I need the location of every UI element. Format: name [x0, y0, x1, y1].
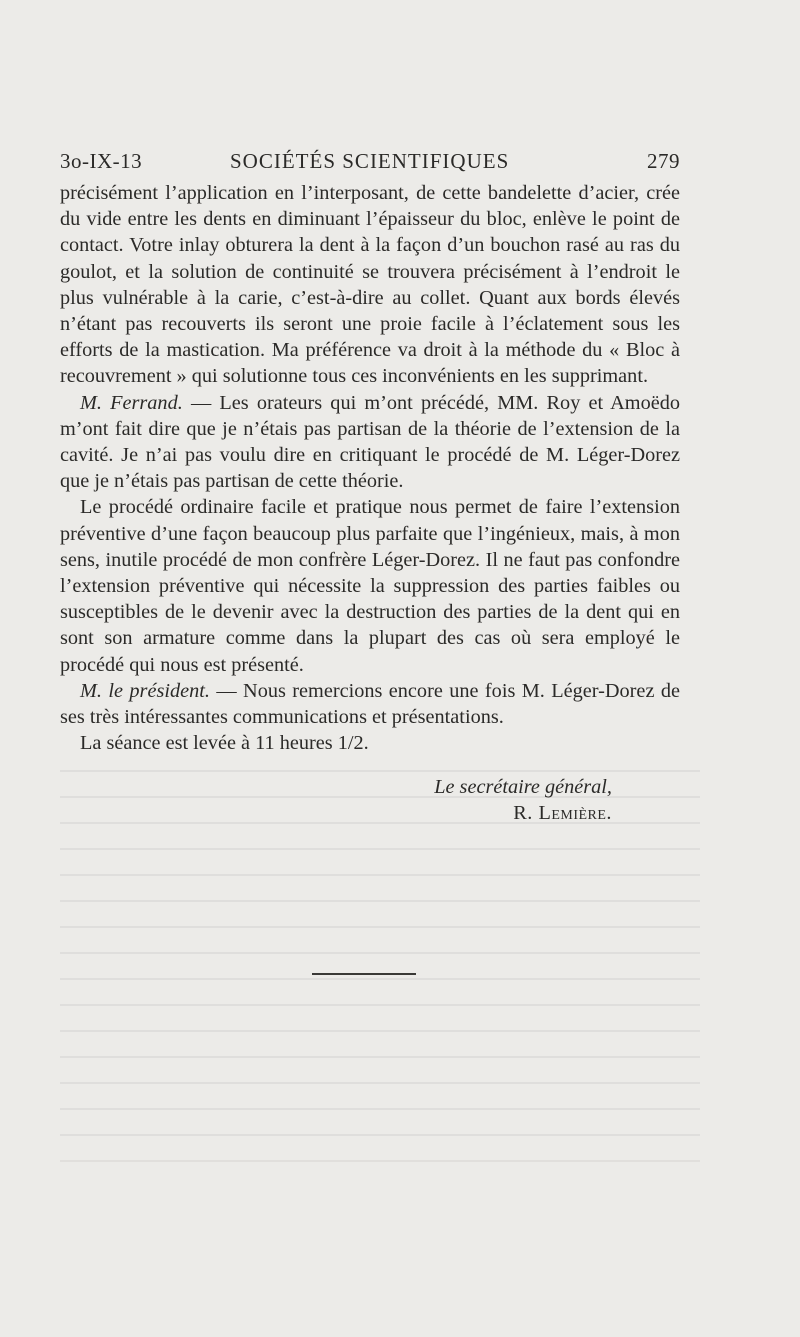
- signature-block: [60, 774, 612, 826]
- speaker-president: M. le président.: [80, 679, 210, 702]
- paragraph-1: précisément l’application en l’interposant, de cette bandelette d’acier, crée du vide entre les dents en diminuant l’épaisseur du bloc, enlève le point de contact. Votre inlay obturera la dent à la façon d’un bouchon rasé au ras du goulot, et la solution de continuité se trouvera précisément à l’endroit le plus vulnérable à la carie, c’est-à-dire au collet. Quant aux bords élevés n’étant pas recouverts ils seront une proie facile à l’éclatement sous les efforts de la mastication. Ma préférence va droit à la méthode du « Bloc à recouvrement » qui solutionne tous ces inconvénients en les supprimant.: [60, 182, 680, 388]
- body-text: [60, 180, 680, 756]
- page-number: 279: [647, 149, 680, 173]
- header-section-title: SOCIÉTÉS SCIENTIFIQUES: [230, 149, 510, 173]
- paragraph-2: [60, 390, 680, 495]
- signature-surname: Lemière.: [538, 802, 612, 825]
- paragraph-2-text: — Les orateurs qui m’ont précédé, MM. Roy et Amoëdo m’ont fait dire que je n’étais pas partisan de la théorie de l’extension de la cavité. Je n’ai pas voulu dire en critiquant le procédé de M. Léger-Dorez que je n’étais pas partisan de cette théorie.: [60, 391, 681, 493]
- paragraph-4: [60, 678, 680, 730]
- signature-initial: R.: [513, 802, 533, 825]
- section-divider: [312, 973, 416, 975]
- running-header: [60, 146, 680, 176]
- signature-name: [60, 800, 612, 826]
- signature-title: Le secrétaire général,: [434, 776, 612, 798]
- paragraph-5: La séance est levée à 11 heures 1/2.: [80, 732, 369, 755]
- header-date: 3o-IX-13: [60, 149, 143, 173]
- speaker-ferrand: M. Ferrand.: [80, 391, 183, 414]
- paragraph-4-text: — Nous remercions encore une fois M. Léger-Dorez de ses très intéressantes communications et présentations.: [60, 679, 680, 729]
- paragraph-3: Le procédé ordinaire facile et pratique nous permet de faire l’extension préventive d’une façon beaucoup plus parfaite que l’ingénieux, mais, à mon sens, inutile procédé de mon confrère Léger-Dorez. Il ne faut pas confondre l’extension préventive qui nécessite la suppression des parties faibles ou susceptibles de le devenir avec la destruction des parties de la dent qui en sont son armature comme dans la plupart des cas où sera employé le procédé qui nous est présenté.: [60, 496, 680, 676]
- bleed-through-texture: [60, 770, 700, 1200]
